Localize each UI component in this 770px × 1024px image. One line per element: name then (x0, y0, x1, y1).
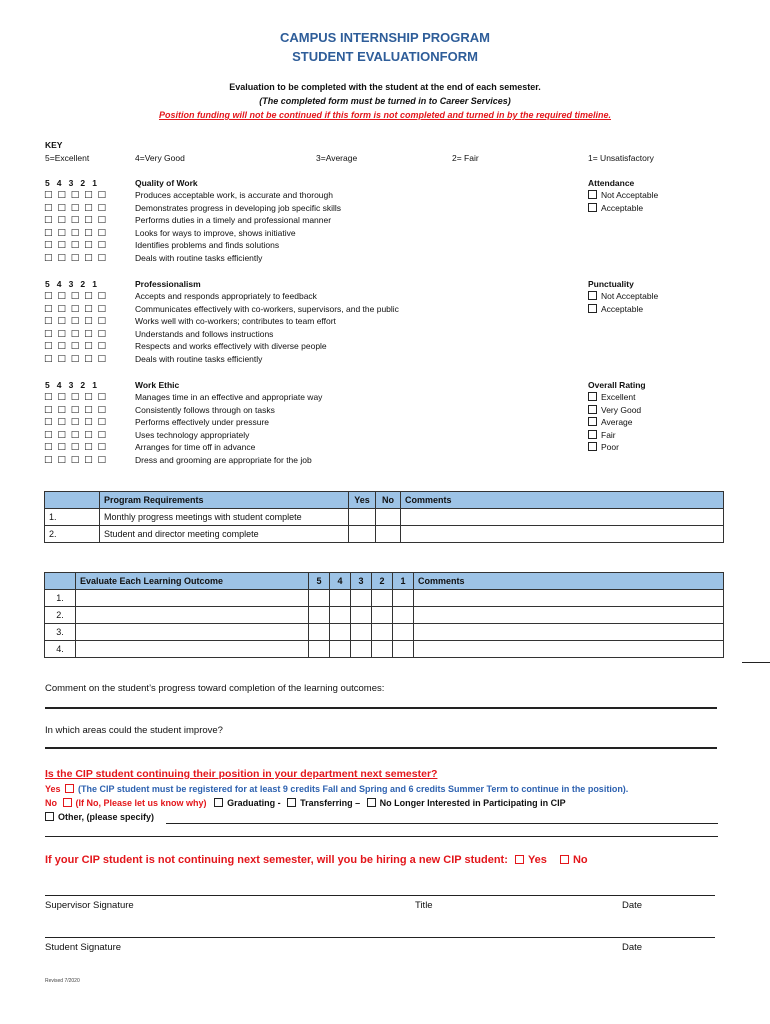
criterion-text: Demonstrates progress in developing job specific skills (135, 202, 341, 213)
rating-checkboxes[interactable]: □ □ □ □ □ (44, 392, 107, 402)
student-date-label: Date (622, 942, 643, 953)
graduating-checkbox[interactable] (214, 798, 223, 807)
criterion-text: Accepts and responds appropriately to feedback (135, 291, 317, 301)
transferring-checkbox[interactable] (287, 798, 296, 807)
margin-mark (742, 662, 770, 663)
side-option-label: Excellent (601, 392, 636, 402)
col-comments: Comments (414, 573, 724, 590)
yes-checkbox[interactable] (65, 784, 74, 793)
rating-checkboxes[interactable]: □ □ □ □ □ (44, 442, 107, 453)
yes-cell[interactable] (349, 526, 376, 543)
side-option-checkbox[interactable] (588, 190, 597, 199)
rating-checkboxes[interactable]: □ □ □ □ □ (44, 215, 107, 226)
key-item: 3=Average (316, 153, 358, 163)
hiring-line (45, 854, 588, 866)
side-option-label: Not Acceptable (601, 190, 659, 200)
other-specify-line[interactable] (166, 823, 718, 824)
criterion-text: Arranges for time off in advance (135, 442, 256, 453)
row-number: 1. (45, 590, 76, 607)
col-no: No (376, 492, 401, 509)
other-extra-line[interactable] (45, 836, 718, 837)
criterion-text: Performs duties in a timely and professional manner (135, 215, 332, 226)
side-option-checkbox[interactable] (588, 304, 597, 313)
hiring-no-checkbox[interactable] (560, 855, 569, 864)
row-number: 2. (45, 526, 100, 543)
intro-line1: Evaluation to be completed with the student at the end of each semester. (229, 82, 541, 92)
col-yes: Yes (349, 492, 376, 509)
rating-checkboxes[interactable]: □ □ □ □ □ (44, 253, 107, 263)
side-option[interactable] (588, 202, 643, 215)
criterion-text: Performs effectively under pressure (135, 417, 270, 428)
criterion-text: Dress and grooming are appropriate for the job (135, 455, 312, 465)
side-option-checkbox[interactable] (588, 430, 597, 439)
col-2: 2 (372, 573, 393, 590)
yes-label: Yes (45, 784, 61, 794)
cip-question: Is the CIP student continuing their position in your department next semester? (45, 768, 438, 780)
key-item: 1= Unsatisfactory (588, 153, 654, 163)
side-option[interactable] (588, 416, 633, 429)
side-option-label: Fair (601, 429, 616, 440)
side-option-label: Not Acceptable (601, 291, 659, 301)
reason-not-interested: No Longer Interested in Participating in CIP (379, 798, 566, 808)
row-number: 4. (45, 641, 76, 658)
side-option[interactable] (588, 303, 643, 316)
table-row (45, 641, 724, 658)
other-line (45, 812, 154, 822)
criterion-text: Produces acceptable work, is accurate and thorough (135, 190, 333, 200)
form-title-line1: CAMPUS INTERNSHIP PROGRAM (280, 30, 490, 45)
revised-note: Revised 7/2020 (45, 978, 80, 984)
yes-line (45, 784, 628, 794)
rating-checkboxes[interactable]: □ □ □ □ □ (44, 455, 107, 465)
outcome-cell[interactable] (76, 590, 309, 607)
side-title: Punctuality (588, 279, 634, 289)
rating-checkboxes[interactable]: □ □ □ □ □ (44, 417, 107, 428)
supervisor-signature-label: Supervisor Signature (45, 900, 134, 911)
comment-prompt: Comment on the student’s progress toward completion of the learning outcomes: (45, 683, 385, 694)
form-title-line2: STUDENT EVALUATIONFORM (292, 49, 478, 64)
side-option-checkbox[interactable] (588, 417, 597, 426)
hiring-yes-label: Yes (527, 854, 547, 866)
title-label: Title (415, 900, 433, 911)
table-row (45, 607, 724, 624)
section-title: Professionalism (135, 279, 201, 289)
side-option[interactable] (588, 429, 616, 442)
side-option-checkbox[interactable] (588, 291, 597, 300)
criterion-text: Uses technology appropriately (135, 429, 250, 440)
criterion-text: Deals with routine tasks efficiently (135, 253, 263, 263)
key-item: 4=Very Good (135, 153, 185, 163)
reason-transferring: Transferring – (300, 798, 361, 808)
criterion-text: Deals with routine tasks efficiently (135, 354, 263, 364)
yes-cell[interactable] (349, 509, 376, 526)
not-interested-checkbox[interactable] (367, 798, 376, 807)
table-row (45, 590, 724, 607)
no-line (45, 798, 566, 808)
key-item: 2= Fair (452, 153, 479, 163)
section-title: Quality of Work (135, 178, 198, 188)
no-cell[interactable] (376, 526, 401, 543)
side-option-checkbox[interactable] (588, 203, 597, 212)
table-row (45, 509, 724, 526)
outcome-cell[interactable] (76, 624, 309, 641)
side-option[interactable] (588, 290, 658, 303)
intro-line2: (The completed form must be turned in to Career Services) (259, 96, 511, 106)
no-cell[interactable] (376, 509, 401, 526)
col-1: 1 (393, 573, 414, 590)
rating-checkboxes[interactable]: □ □ □ □ □ (44, 316, 107, 327)
rating-checkboxes[interactable]: □ □ □ □ □ (44, 341, 107, 352)
outcome-cell[interactable] (76, 641, 309, 658)
rating-checkboxes[interactable]: □ □ □ □ □ (44, 328, 107, 339)
requirement-text: Monthly progress meetings with student complete (100, 509, 349, 526)
supervisor-signature-line[interactable] (45, 895, 715, 896)
criterion-text: Respects and works effectively with diverse people (135, 341, 327, 352)
col-comments: Comments (401, 492, 724, 509)
scale-header: 5 4 3 2 1 (45, 380, 97, 390)
side-option-label: Very Good (601, 404, 642, 415)
side-option[interactable] (588, 404, 641, 417)
side-option-checkbox[interactable] (588, 405, 597, 414)
improve-prompt: In which areas could the student improve? (45, 725, 223, 736)
hiring-no-label: No (572, 854, 588, 866)
side-option-label: Acceptable (601, 303, 644, 314)
rating-checkboxes[interactable]: □ □ □ □ □ (44, 429, 107, 440)
requirement-text: Student and director meeting complete (100, 526, 349, 543)
table-row (45, 526, 724, 543)
criterion-text: Identifies problems and finds solutions (135, 240, 280, 251)
side-option[interactable] (588, 391, 636, 404)
criterion-text: Manages time in an effective and appropriate way (135, 392, 323, 402)
comment-line[interactable] (45, 707, 717, 709)
other-label: Other, (please specify) (58, 812, 155, 822)
improve-line[interactable] (45, 747, 717, 749)
criterion-text: Consistently follows through on tasks (135, 404, 275, 415)
no-note: (If No, Please let us know why) (75, 798, 207, 808)
col-4: 4 (330, 573, 351, 590)
rating-checkboxes[interactable]: □ □ □ □ □ (44, 240, 107, 251)
rating-checkboxes[interactable]: □ □ □ □ □ (44, 354, 107, 364)
rating-checkboxes[interactable]: □ □ □ □ □ (44, 291, 107, 301)
rating-checkboxes[interactable]: □ □ □ □ □ (44, 303, 107, 314)
outcome-cell[interactable] (76, 607, 309, 624)
row-number: 2. (45, 607, 76, 624)
hiring-question: If your CIP student is not continuing next semester, will you be hiring a new CIP student: (45, 854, 508, 866)
table-row (45, 624, 724, 641)
comments-cell[interactable] (401, 526, 724, 543)
side-title: Attendance (588, 178, 635, 188)
side-option-label: Acceptable (601, 202, 644, 213)
side-option-checkbox[interactable] (588, 392, 597, 401)
side-option-checkbox[interactable] (588, 442, 597, 451)
section-title: Work Ethic (135, 380, 180, 390)
learning-outcomes-table (44, 572, 724, 658)
col-3: 3 (351, 573, 372, 590)
student-signature-line[interactable] (45, 937, 715, 938)
criterion-text: Communicates effectively with co-workers, supervisors, and the public (135, 303, 399, 314)
side-option[interactable] (588, 189, 658, 202)
no-label: No (45, 798, 57, 808)
col-program-requirements: Program Requirements (100, 492, 349, 509)
row-number: 1. (45, 509, 100, 526)
scale-header: 5 4 3 2 1 (45, 178, 97, 188)
col-5: 5 (309, 573, 330, 590)
reason-graduating: Graduating - (227, 798, 281, 808)
rating-checkboxes[interactable]: □ □ □ □ □ (44, 190, 107, 200)
criterion-text: Understands and follows instructions (135, 328, 274, 339)
criterion-text: Looks for ways to improve, shows initiative (135, 227, 296, 238)
key-item: 5=Excellent (45, 153, 90, 163)
side-title: Overall Rating (588, 380, 646, 390)
criterion-text: Works well with co-workers; contributes to team effort (135, 316, 336, 327)
side-option-label: Poor (601, 442, 619, 453)
yes-note: (The CIP student must be registered for at least 9 credits Fall and Spring and 6 credits Summer Term to continue in the position). (78, 784, 629, 794)
scale-header: 5 4 3 2 1 (45, 279, 97, 289)
hiring-yes-checkbox[interactable] (515, 855, 524, 864)
comments-cell[interactable] (401, 509, 724, 526)
row-number: 3. (45, 624, 76, 641)
col-evaluate-outcome: Evaluate Each Learning Outcome (76, 573, 309, 590)
rating-checkboxes[interactable]: □ □ □ □ □ (44, 404, 107, 415)
date-label: Date (622, 900, 643, 911)
side-option[interactable] (588, 441, 619, 454)
program-requirements-table (44, 491, 724, 543)
no-checkbox[interactable] (63, 798, 72, 807)
intro-warning: Position funding will not be continued if this form is not completed and turned in by the required timeline. (158, 110, 611, 120)
student-signature-label: Student Signature (45, 942, 122, 953)
key-label: KEY (45, 140, 63, 150)
rating-checkboxes[interactable]: □ □ □ □ □ (44, 202, 107, 213)
other-checkbox[interactable] (45, 812, 54, 821)
side-option-label: Average (601, 417, 633, 428)
rating-checkboxes[interactable]: □ □ □ □ □ (44, 227, 107, 238)
